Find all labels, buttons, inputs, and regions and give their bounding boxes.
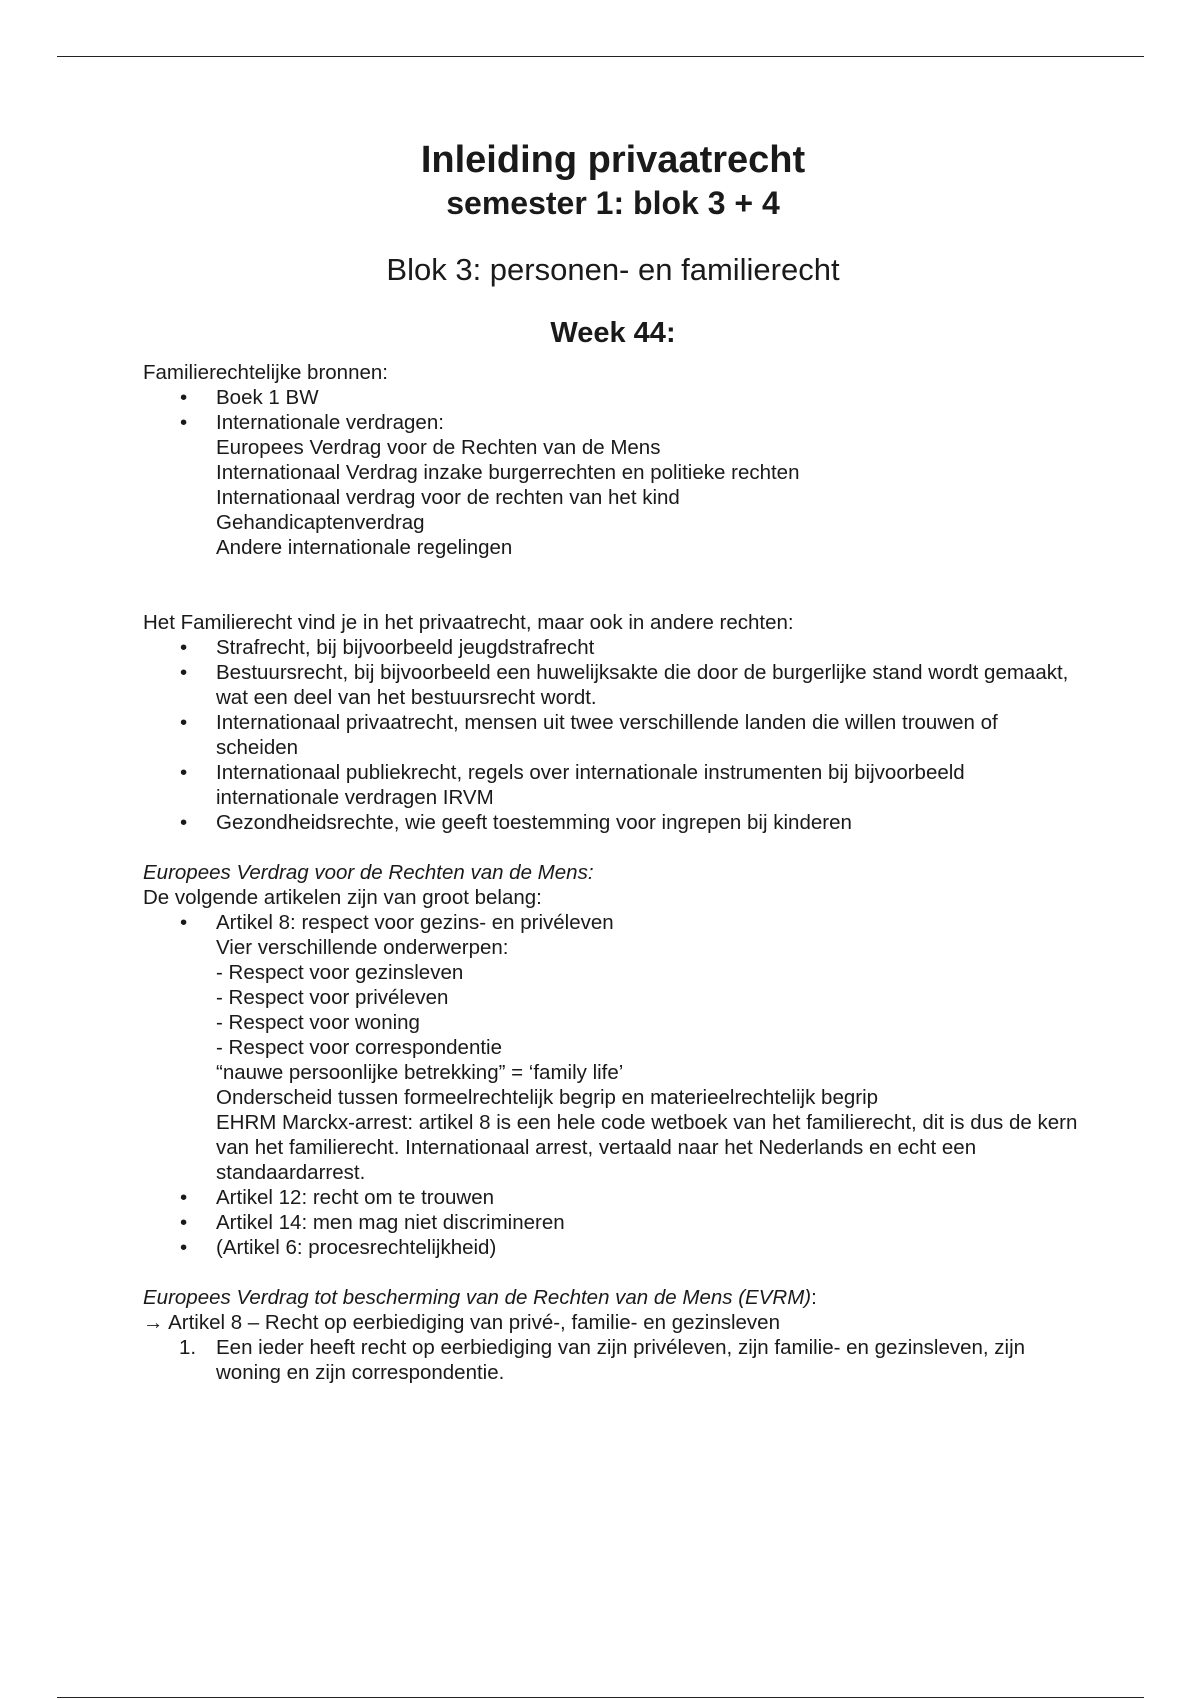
evrm-heading: Europees Verdrag voor de Rechten van de Mens: bbox=[143, 861, 594, 884]
week-heading: Week 44: bbox=[550, 317, 676, 349]
document-body bbox=[143, 138, 1083, 1385]
bronnen-list bbox=[143, 385, 1083, 560]
rechten-intro: Het Familierecht vind je in het privaatrecht, maar ook in andere rechten: bbox=[143, 611, 794, 634]
list-line: EHRM Marckx-arrest: artikel 8 is een hele code wetboek van het familierecht, dit is dus de kern van het familierecht. Internationaal arrest, vertaald naar het Nederlands en echt een standaardarrest. bbox=[216, 1111, 1078, 1184]
list-line: Onderscheid tussen formeelrechtelijk begrip en materieelrechtelijk begrip bbox=[216, 1086, 879, 1109]
list-item: • Bestuursrecht, bij bijvoorbeeld een huwelijksakte die door de burgerlijke stand wordt gemaakt, wat een deel van het bestuursrecht wordt. bbox=[143, 660, 1083, 710]
blok-heading: Blok 3: personen- en familierecht bbox=[386, 252, 840, 287]
bronnen-intro: Familierechtelijke bronnen: bbox=[143, 361, 388, 384]
list-item bbox=[143, 910, 1083, 1185]
list-line: • Internationale verdragen: bbox=[216, 411, 444, 434]
list-item: • Internationaal publiekrecht, regels over internationale instrumenten bij bijvoorbeeld internationale verdragen IRVM bbox=[143, 760, 1083, 810]
evrm-list bbox=[143, 910, 1083, 1260]
artikel-8-arrow-line: → Artikel 8 – Recht op eerbiediging van privé-, familie- en gezinsleven bbox=[143, 1311, 780, 1334]
document-title: Inleiding privaatrecht bbox=[420, 139, 806, 181]
artikel-8-numbered-list bbox=[143, 1335, 1083, 1385]
list-line: Europees Verdrag voor de Rechten van de Mens bbox=[216, 436, 661, 459]
list-line: Internationaal Verdrag inzake burgerrechten en politieke rechten bbox=[216, 461, 800, 484]
bescherming-heading-line bbox=[143, 1285, 1083, 1310]
list-item bbox=[143, 1335, 1083, 1385]
bescherming-heading-colon: : bbox=[811, 1286, 817, 1309]
list-item: • Artikel 14: men mag niet discrimineren bbox=[143, 1210, 1083, 1235]
bottom-rule bbox=[57, 1697, 1144, 1698]
bescherming-heading: Europees Verdrag tot bescherming van de Rechten van de Mens (EVRM) bbox=[143, 1286, 812, 1309]
list-line: “nauwe persoonlijke betrekking” = ‘family life’ bbox=[216, 1061, 624, 1084]
document-subtitle: semester 1: blok 3 + 4 bbox=[446, 185, 780, 221]
list-line: - Respect voor correspondentie bbox=[216, 1036, 503, 1059]
list-line: Gehandicaptenverdrag bbox=[216, 511, 425, 534]
list-text: Een ieder heeft recht op eerbiediging van zijn privéleven, zijn familie- en gezinsleven, zijn woning en zijn correspondentie. bbox=[216, 1336, 1026, 1384]
list-item: • Strafrecht, bij bijvoorbeeld jeugdstrafrecht bbox=[143, 635, 1083, 660]
list-item: • (Artikel 6: procesrechtelijkheid) bbox=[143, 1235, 1083, 1260]
spacer bbox=[143, 835, 1083, 860]
list-line: • Artikel 8: respect voor gezins- en privéleven bbox=[216, 911, 614, 934]
list-item: • Artikel 12: recht om te trouwen bbox=[143, 1185, 1083, 1210]
spacer bbox=[143, 1260, 1083, 1285]
evrm-intro: De volgende artikelen zijn van groot belang: bbox=[143, 886, 542, 909]
spacer bbox=[143, 560, 1083, 610]
list-item: • Boek 1 BW bbox=[143, 385, 1083, 410]
list-line: - Respect voor privéleven bbox=[216, 986, 449, 1009]
top-rule bbox=[57, 56, 1144, 57]
list-item: • Internationaal privaatrecht, mensen uit twee verschillende landen die willen trouwen of scheiden bbox=[143, 710, 1083, 760]
list-line: Andere internationale regelingen bbox=[216, 536, 513, 559]
list-number: 1. bbox=[179, 1336, 197, 1359]
rechten-list bbox=[143, 635, 1083, 835]
list-line: - Respect voor gezinsleven bbox=[216, 961, 464, 984]
list-item: • Gezondheidsrechte, wie geeft toestemming voor ingrepen bij kinderen bbox=[143, 810, 1083, 835]
list-line: Internationaal verdrag voor de rechten van het kind bbox=[216, 486, 680, 509]
list-line: Vier verschillende onderwerpen: bbox=[216, 936, 509, 959]
list-line: - Respect voor woning bbox=[216, 1011, 420, 1034]
list-item bbox=[143, 410, 1083, 560]
